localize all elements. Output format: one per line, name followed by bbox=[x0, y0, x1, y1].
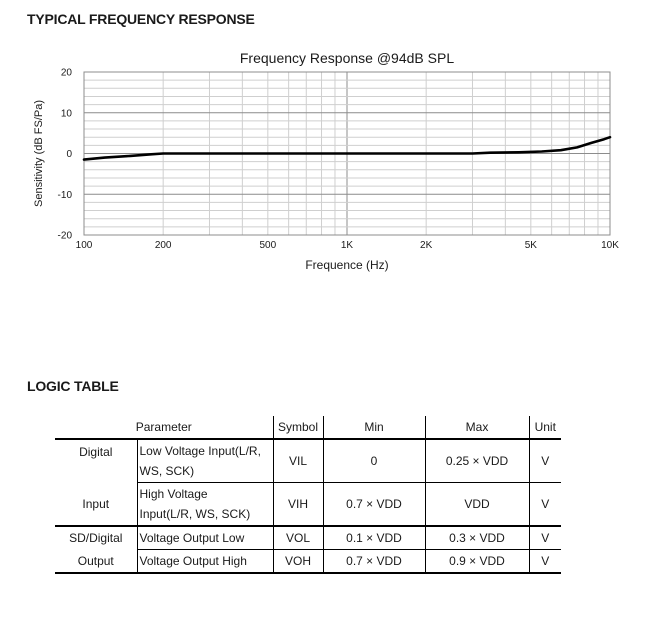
row-max: VDD bbox=[425, 483, 529, 527]
row-parameter: Voltage Output High bbox=[137, 550, 273, 574]
row-symbol: VOH bbox=[273, 550, 323, 574]
y-axis-label: Sensitivity (dB FS/Pa) bbox=[33, 100, 45, 207]
header-min: Min bbox=[323, 416, 425, 439]
y-tick-label: 20 bbox=[60, 67, 72, 79]
group-label-2: Input bbox=[82, 496, 110, 511]
table-row bbox=[55, 439, 561, 483]
header-unit: Unit bbox=[529, 416, 561, 439]
group-label-4: Output bbox=[55, 550, 137, 574]
row-parameter-line: WS, SCK) bbox=[139, 464, 195, 478]
row-unit: V bbox=[529, 439, 561, 483]
frequency-response-heading: TYPICAL FREQUENCY RESPONSE bbox=[27, 11, 255, 27]
table-row bbox=[55, 526, 561, 550]
x-tick-label: 500 bbox=[259, 240, 277, 251]
row-parameter: Voltage Output Low bbox=[137, 526, 273, 550]
row-parameter-line: High Voltage bbox=[139, 487, 208, 501]
row-max: 0.3 × VDD bbox=[425, 526, 529, 550]
x-tick-label: 10K bbox=[601, 240, 619, 251]
x-tick-label: 2K bbox=[420, 240, 433, 251]
row-max: 0.25 × VDD bbox=[425, 439, 529, 483]
group-label-1: Digital bbox=[79, 444, 113, 459]
row-min: 0.7 × VDD bbox=[323, 483, 425, 527]
x-tick-labels bbox=[76, 240, 620, 251]
y-tick-label: -10 bbox=[57, 189, 72, 201]
row-unit: V bbox=[529, 526, 561, 550]
row-parameter bbox=[137, 483, 273, 527]
y-tick-label: -20 bbox=[57, 230, 72, 242]
row-unit: V bbox=[529, 550, 561, 574]
logic-table bbox=[55, 416, 561, 574]
x-tick-label: 200 bbox=[154, 240, 172, 251]
row-parameter bbox=[137, 439, 273, 483]
group-label-3: SD/Digital bbox=[55, 526, 137, 550]
header-parameter: Parameter bbox=[55, 416, 273, 439]
x-axis-label: Frequence (Hz) bbox=[305, 258, 389, 272]
x-tick-label: 100 bbox=[75, 240, 93, 251]
row-parameter-line: Low Voltage Input(L/R, bbox=[139, 444, 261, 458]
row-parameter-line: Input(L/R, WS, SCK) bbox=[139, 507, 251, 521]
row-min: 0.1 × VDD bbox=[323, 526, 425, 550]
row-symbol: VIL bbox=[273, 439, 323, 483]
header-max: Max bbox=[425, 416, 529, 439]
row-symbol: VIH bbox=[273, 483, 323, 527]
y-tick-labels bbox=[58, 68, 73, 242]
row-symbol: VOL bbox=[273, 526, 323, 550]
frequency-response-chart bbox=[0, 40, 662, 280]
x-tick-label: 5K bbox=[524, 240, 537, 251]
y-tick-label: 0 bbox=[66, 149, 72, 160]
chart-title: Frequency Response @94dB SPL bbox=[239, 50, 455, 66]
row-unit: V bbox=[529, 483, 561, 527]
row-min: 0.7 × VDD bbox=[323, 550, 425, 574]
row-max: 0.9 × VDD bbox=[425, 550, 529, 574]
group-digital-input bbox=[55, 439, 137, 526]
x-tick-label: 1K bbox=[340, 240, 354, 251]
table-header-row bbox=[55, 416, 561, 439]
y-tick-label: 10 bbox=[60, 108, 72, 120]
logic-table-heading: LOGIC TABLE bbox=[27, 378, 119, 394]
table-row bbox=[55, 550, 561, 574]
header-symbol: Symbol bbox=[273, 416, 323, 439]
row-min: 0 bbox=[323, 439, 425, 483]
